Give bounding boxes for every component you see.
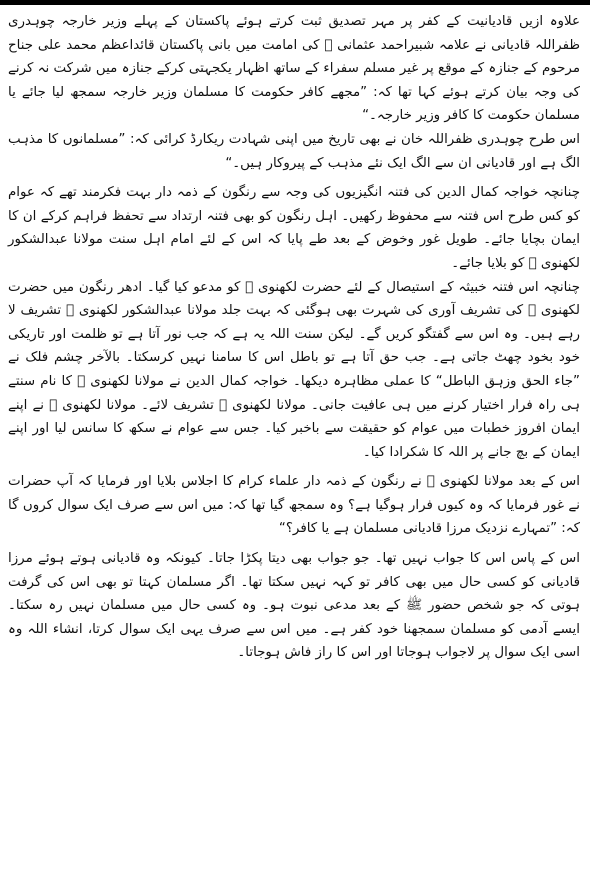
paragraph-rangoon-concern: چنانچہ خواجہ کمال الدین کی فتنہ انگیزیوں کی وجہ سے رنگون کے ذمہ دار بہت فکرمند تھے کہ عوام کو کس طرح اس فتنہ سے محفوظ رکھیں۔ اہل رنگون کو بھی فتنہ ارتداد سے تحفظ فراہم کرکے ان کا ایمان بچایا جائے۔ طویل غور وخوض کے بعد طے پایا کہ اس کے لئے امام اہل سنت مولانا عبدالشکور لکھنوی ﷫ کو بلایا جائے۔ — [8, 185, 580, 271]
paragraph-lucknowi-visit: چنانچہ اس فتنہ خبیثہ کے استیصال کے لئے حضرت لکھنوی ﷫ کو مدعو کیا گیا۔ ادھر رنگون میں حضرت لکھنوی ﷫ کی تشریف آوری کی شہرت بھی ہوگئی کہ بہت جلد مولانا عبدالشکور لکھنوی ﷫ تشریف لا رہے ہیں۔ وہ اس سے گفتگو کریں گے۔ لیکن سنت اللہ یہ ہے کہ جب نور آتا ہے تو ظلمت اور تاریکی خود بخود چھٹ جاتی ہے۔ جب حق آتا ہے تو باطل اس کا سامنا نہیں کرسکتا۔ بالآخر چشم فلک نے ”جاء الحق وزہق الباطل“ کا عملی مظاہرہ دیکھا۔ خواجہ کمال الدین نے مولانا لکھنوی ﷫ کا نام سنتے ہی راہ فرار اختیار کرنے میں ہی عافیت جانی۔ مولانا لکھنوی ﷫ تشریف لائے۔ مولانا لکھنوی ﷫ نے اپنے ایمان افروز خطبات میں عوام کو حقیقت سے باخبر کیا۔ جس سے عوام نے سکھ کا سانس لیا اور اپنے ایمان کے بچ جانے پر اللہ کا شکرادا کیا۔ — [8, 279, 580, 460]
paragraph-ulema-meeting: اس کے بعد مولانا لکھنوی ﷫ نے رنگون کے ذمہ دار علماء کرام کا اجلاس بلایا اور فرمایا کہ آپ حضرات نے غور فرمایا کہ وہ کیوں فرار ہوگیا ہے؟ وہ سمجھ گیا تھا کہ: میں اس سے صرف ایک سوال کروں گا کہ: ”تمہارے نزدیک مرزا قادیانی مسلمان ہے یا کافر؟“ — [8, 474, 580, 537]
top-border-rule — [0, 0, 590, 5]
paragraph-zafrullah-funeral: علاوہ ازیں قادیانیت کے کفر پر مہر تصدیق ثبت کرتے ہوئے پاکستان کے پہلے وزیر خارجہ چوہدری ظفراللہ قادیانی نے علامہ شبیراحمد عثمانی ﷫ کی امامت میں بانی پاکستان قائداعظم محمد علی جناح مرحوم کے جنازہ کے موقع پر غیر مسلم سفراء کے ساتھ اظہار یکجہتی کرکے جنازہ میں شرکت نہ کرنے کی وجہ بیان کرتے ہوئے کہا تھا کہ: ”مجھے کافر حکومت کا مسلمان وزیر خارجہ سمجھ لیا جائے یا مسلمان حکومت کا کافر وزیر خارجہ۔“ — [8, 14, 580, 124]
paragraph-question-explanation: اس کے پاس اس کا جواب نہیں تھا۔ جو جواب بھی دیتا پکڑا جاتا۔ کیونکہ وہ قادیانی ہوتے ہوئے مرزا قادیانی کو کسی حال میں بھی کافر تو کہہ نہیں سکتا تھا۔ اگر مسلمان کہتا تو بھی اس کی گرفت ہوتی کہ جو شخص حضور ﷺ کے بعد مدعی نبوت ہو۔ وہ کسی حال میں مسلمان نہیں رہ سکتا۔ ایسے آدمی کو مسلمان سمجھنا خود کفر ہے۔ میں اس سے صرف یہی ایک سوال کرتا، انشاء اللہ وہ اسی ایک سوال پر لاجواب ہوجاتا اور اس کا راز فاش ہوجاتا۔ — [8, 551, 580, 661]
paragraph-zafrullah-testimony: اس طرح چوہدری ظفراللہ خان نے بھی تاریخ میں اپنی شہادت ریکارڈ کرائی کہ: ”مسلمانوں کا مذہب الگ ہے اور قادیانی ان سے الگ ایک نئے مذہب کے پیروکار ہیں۔“ — [8, 131, 580, 171]
